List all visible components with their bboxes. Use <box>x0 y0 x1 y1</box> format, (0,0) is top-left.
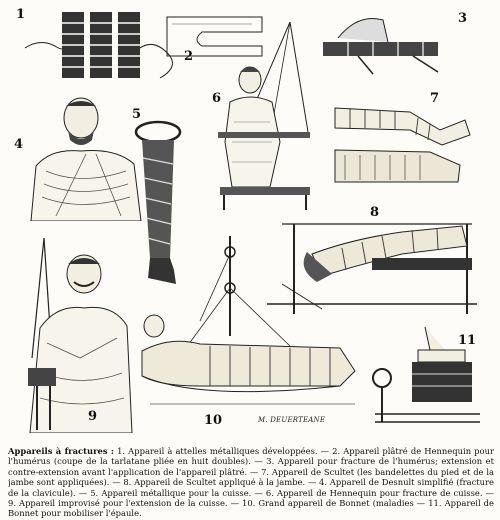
figure-6-seated-woman <box>210 22 320 212</box>
figure-number-1: 1 <box>16 7 26 22</box>
figure-1-metal-splints <box>20 8 180 88</box>
plate-caption <box>8 446 494 518</box>
figure-7-leg-bandages <box>330 90 480 190</box>
figure-3-arm-splint <box>318 8 448 78</box>
figure-number-11: 11 <box>458 333 477 348</box>
figure-number-8: 8 <box>370 205 380 220</box>
figure-number-10: 10 <box>204 413 223 428</box>
figure-number-2: 2 <box>184 49 194 64</box>
caption-text: 1. Appareil à attelles métalliques développées. — 2. Appareil plâtré de Hennequin pour l'humérus (coupe de la tarlatane pliée en huit doubles). — 3. Appareil pour fracture de l'humérus; extension et contre-extension avant l'application de l'appareil plâtré. — 7. Appareil de Scultet (les bandelettes du pied et de la jambe sont appliquées). — 8. Appareil de Scultet appliqué à la jambe. — 4. Appareil de Desnult simplifié (fracture de la clavicule). — 5. Appareil métallique pour la cuisse. — 6. Appareil de Hennequin pour fracture de cuisse. — 9. Appareil improvisé pour l'extension de la cuisse. — 10. Grand appareil de Bonnet (maladies — 11. Appareil de Bonnet pour mobiliser l'épaule. <box>8 446 494 518</box>
figure-9-extension-man <box>22 238 137 433</box>
figure-number-5: 5 <box>132 107 142 122</box>
figure-number-3: 3 <box>458 11 468 26</box>
figure-number-9: 9 <box>88 409 98 424</box>
figure-number-4: 4 <box>14 137 24 152</box>
figure-number-7: 7 <box>430 91 440 106</box>
figure-10-bonnet-apparatus <box>140 236 365 426</box>
figure-number-6: 6 <box>212 91 222 106</box>
caption-title: Appareils à fractures : <box>8 446 114 456</box>
engraver-signature: M. DEUERTEANE <box>258 416 326 424</box>
